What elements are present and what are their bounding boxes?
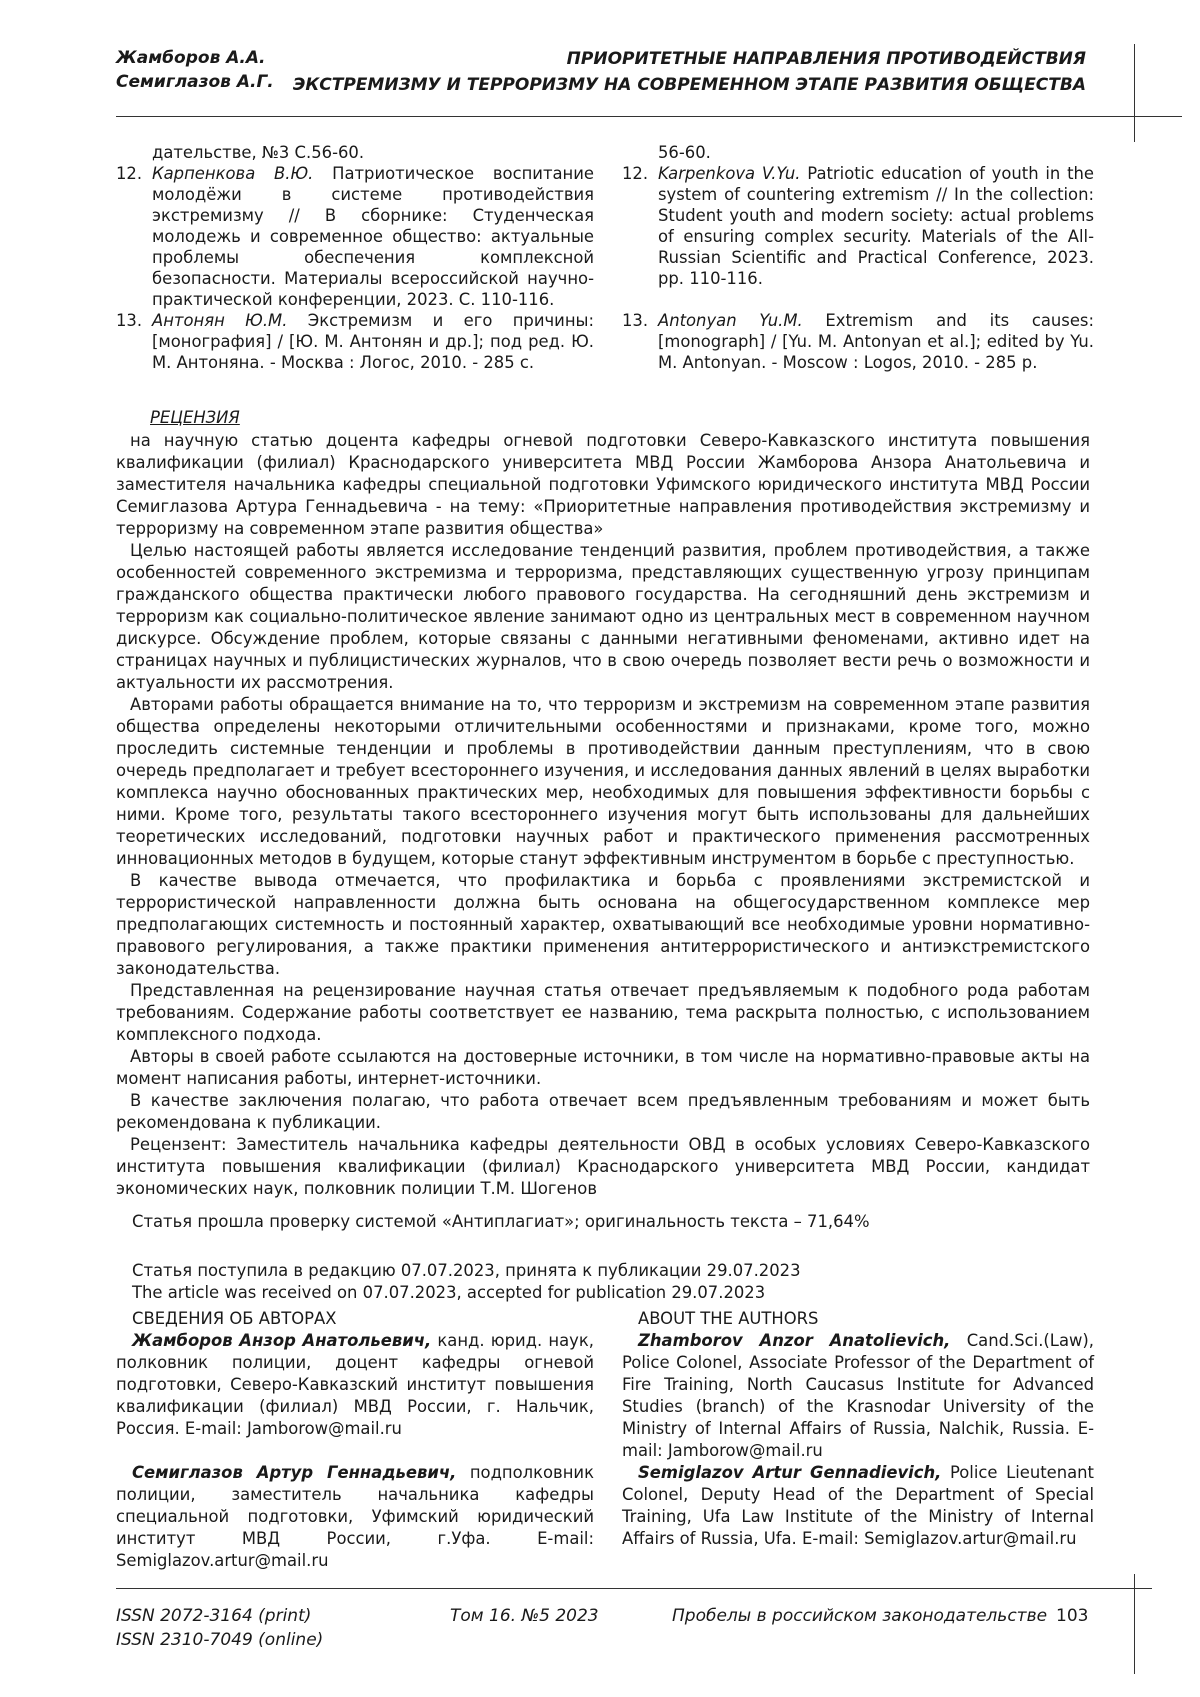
reference-number: 13. <box>116 310 152 373</box>
authors-ru <box>116 1308 594 1572</box>
reference-item <box>116 163 594 310</box>
author-info: Cand.Sci.(Law), Police Colonel, Associate Professor of the Department of Fire Training, North Caucasus Institute for Advanced Studies (branch) of the Krasnodar University of the Ministry of Internal Affairs of Russia, Nalchik, Russia. E-mail: Jamborow@mail.ru <box>622 1331 1094 1460</box>
received-en: The article was received on 07.07.2023, accepted for publication 29.07.2023 <box>132 1282 801 1304</box>
author-info: канд. юрид. наук, полковник полиции, доцент кафедры огневой подготовки, Северо-Кавказский институт повышения квалификации (филиал) МВД России, г. Нальчик, Россия. E-mail: Jamborow@mail.ru <box>116 1331 594 1438</box>
received-ru: Статья поступила в редакцию 07.07.2023, принята к публикации 29.07.2023 <box>132 1260 801 1282</box>
references-en <box>622 142 1094 373</box>
references-ru <box>116 142 594 373</box>
reference-author: Karpenkova V.Yu. <box>658 164 801 183</box>
authors-en-heading: ABOUT THE AUTHORS <box>622 1308 1094 1330</box>
header-title-line-1: ПРИОРИТЕТНЫЕ НАПРАВЛЕНИЯ ПРОТИВОДЕЙСТВИЯ <box>293 46 1086 72</box>
reference-author: Антонян Ю.М. <box>152 311 287 330</box>
review-paragraph: В качестве вывода отмечается, что профилактика и борьба с проявлениями экстремистской и террористической направленности должна быть основана на общегосударственном комплексе мер предполагающих системность и постоянный характер, охватывающий все необходимые уровни нормативно-правового регулирования, а также практики применения антитеррористического и антиэкстремистского законодательства. <box>116 870 1090 980</box>
reference-text: Экстремизм и его причины: [монография] / [Ю. М. Антонян и др.]; под ред. Ю. М. Антоняна. - Москва : Логос, 2010. - 285 с. <box>152 311 594 372</box>
reference-text: Patriotic education of youth in the system of countering extremism // In the collection: Student youth and modern society: actual problems of ensuring complex security. Materials of the All-Russian Scientific and Practical Conference, 2023. pp. 110-116. <box>658 164 1094 288</box>
review-paragraph: В качестве заключения полагаю, что работа отвечает всем предъявленным требованиям и может быть рекомендована к публикации. <box>116 1090 1090 1134</box>
reference-text: Extremism and its causes: [monograph] / [Yu. M. Antonyan et al.]; edited by Yu. M. Antonyan. - Moscow : Logos, 2010. - 285 p. <box>658 311 1094 372</box>
review-paragraph: Рецензент: Заместитель начальника кафедры деятельности ОВД в особых условиях Северо-Кавказского института повышения квалификации (филиал) Краснодарского университета МВД России, кандидат экономических наук, полковник полиции Т.М. Шогенов <box>116 1134 1090 1200</box>
footer-volume: Том 16. №5 2023 <box>450 1604 599 1628</box>
reference-text: Патриотическое воспитание молодёжи в системе противодействия экстремизму // В сборнике: Студенческая молодежь и современное общество: актуальные проблемы обеспечения комплексной безопасности. Материалы всероссийской научно-практической конференции, 2023. С. 110-116. <box>152 164 594 309</box>
author-info: Police Lieutenant Colonel, Deputy Head of the Department of Special Training, Ufa Law Institute of the Ministry of Internal Affairs of Russia, Ufa. E-mail: Semiglazov.artur@mail.ru <box>622 1463 1094 1548</box>
footer-rule <box>116 1588 1152 1589</box>
reference-item <box>116 310 594 373</box>
footer-journal: Пробелы в российском законодательстве <box>672 1604 1047 1628</box>
review-paragraph: Авторами работы обращается внимание на то, что терроризм и экстремизм на современном этапе развития общества определены некоторыми отличительными особенностями и признаками, кроме того, можно проследить системные тенденции и проблемы в противодействии данным преступлениям, что в свою очередь предполагает и требует всестороннего изучения, и исследования данных явлений в целях выработки комплекса научно обоснованных практических мер, необходимых для повышения эффективности борьбы с ними. Кроме того, результаты такого всестороннего изучения могут быть использованы для дальнейших теоретических исследований, подготовки научных работ и практического применения рассмотренных инновационных методов в будущем, которые станут эффективным инструментом в борьбе с преступностью. <box>116 694 1090 870</box>
author-name: Жамборов Анзор Анатольевич, <box>132 1331 431 1350</box>
header-title <box>293 46 1086 98</box>
reference-number: 12. <box>622 163 658 289</box>
author-name: Semiglazov Artur Gennadievich, <box>638 1463 941 1482</box>
authors-ru-heading: СВЕДЕНИЯ ОБ АВТОРАХ <box>116 1308 594 1330</box>
reference-item <box>622 310 1094 373</box>
author-entry <box>622 1330 1094 1462</box>
reference-item <box>622 163 1094 289</box>
author-entry <box>116 1462 594 1572</box>
review-heading: РЕЦЕНЗИЯ <box>150 408 240 427</box>
header-author-2: Семиглазов А.Г. <box>116 70 274 94</box>
author-entry <box>622 1462 1094 1550</box>
header-title-line-2: ЭКСТРЕМИЗМУ И ТЕРРОРИЗМУ НА СОВРЕМЕННОМ ЭТАПЕ РАЗВИТИЯ ОБЩЕСТВА <box>293 72 1086 98</box>
header-author-1: Жамборов А.А. <box>116 46 274 70</box>
authors-en <box>622 1308 1094 1550</box>
review-body <box>116 430 1090 1200</box>
review-paragraph: Представленная на рецензирование научная статья отвечает предъявляемым к подобного рода работам требованиям. Содержание работы соответствует ее названию, тема раскрыта полностью, с использованием комплексного подхода. <box>116 980 1090 1046</box>
issn-online: ISSN 2310-7049 (online) <box>116 1628 323 1652</box>
author-entry <box>116 1330 594 1440</box>
reference-number: 13. <box>622 310 658 373</box>
header-authors <box>116 46 274 94</box>
antiplagiat-note: Статья прошла проверку системой «Антиплагиат»; оригинальность текста – 71,64% <box>132 1211 870 1233</box>
page-number: 103 <box>1056 1604 1088 1628</box>
review-paragraph: на научную статью доцента кафедры огневой подготовки Северо-Кавказского института повышения квалификации (филиал) Краснодарского университета МВД России Жамборова Анзора Анатольевича и заместителя начальника кафедры специальной подготовки Уфимского юридического института МВД России Семиглазова Артура Геннадьевича - на тему: «Приоритетные направления противодействия экстремизму и терроризму на современном этапе развития общества» <box>116 430 1090 540</box>
reference-author: Карпенкова В.Ю. <box>152 164 313 183</box>
header-rule <box>116 116 1182 117</box>
author-info: подполковник полиции, заместитель начальника кафедры специальной подготовки, Уфимский юридический институт МВД России, г.Уфа. E-mail: Semiglazov.artur@mail.ru <box>116 1463 594 1570</box>
review-paragraph: Целью настоящей работы является исследование тенденций развития, проблем противодействия, а также особенностей современного экстремизма и терроризма, представляющих существенную угрозу принципам гражданского общества практически любого правового государства. На сегодняшний день экстремизм и терроризм как социально-политическое явление занимают одно из центральных мест в современном научном дискурсе. Обсуждение проблем, которые связаны с данными негативными феноменами, активно идет на страницах научных и публицистических журналов, что в свою очередь позволяет вести речь о возможности и актуальности их рассмотрения. <box>116 540 1090 694</box>
footer-issn <box>116 1604 323 1652</box>
author-name: Zhamborov Anzor Anatolievich, <box>638 1331 950 1350</box>
review-paragraph: Авторы в своей работе ссылаются на достоверные источники, в том числе на нормативно-правовые акты на момент написания работы, интернет-источники. <box>116 1046 1090 1090</box>
issn-print: ISSN 2072-3164 (print) <box>116 1604 323 1628</box>
reference-continuation: дательстве, №3 С.56-60. <box>116 142 594 163</box>
reference-number: 12. <box>116 163 152 310</box>
header-vertical-rule <box>1134 44 1135 142</box>
reference-continuation: 56-60. <box>622 142 1094 163</box>
author-name: Семиглазов Артур Геннадьевич, <box>132 1463 456 1482</box>
reference-author: Antonyan Yu.M. <box>658 311 803 330</box>
footer-vertical-rule <box>1134 1574 1135 1674</box>
received-dates <box>132 1260 801 1304</box>
